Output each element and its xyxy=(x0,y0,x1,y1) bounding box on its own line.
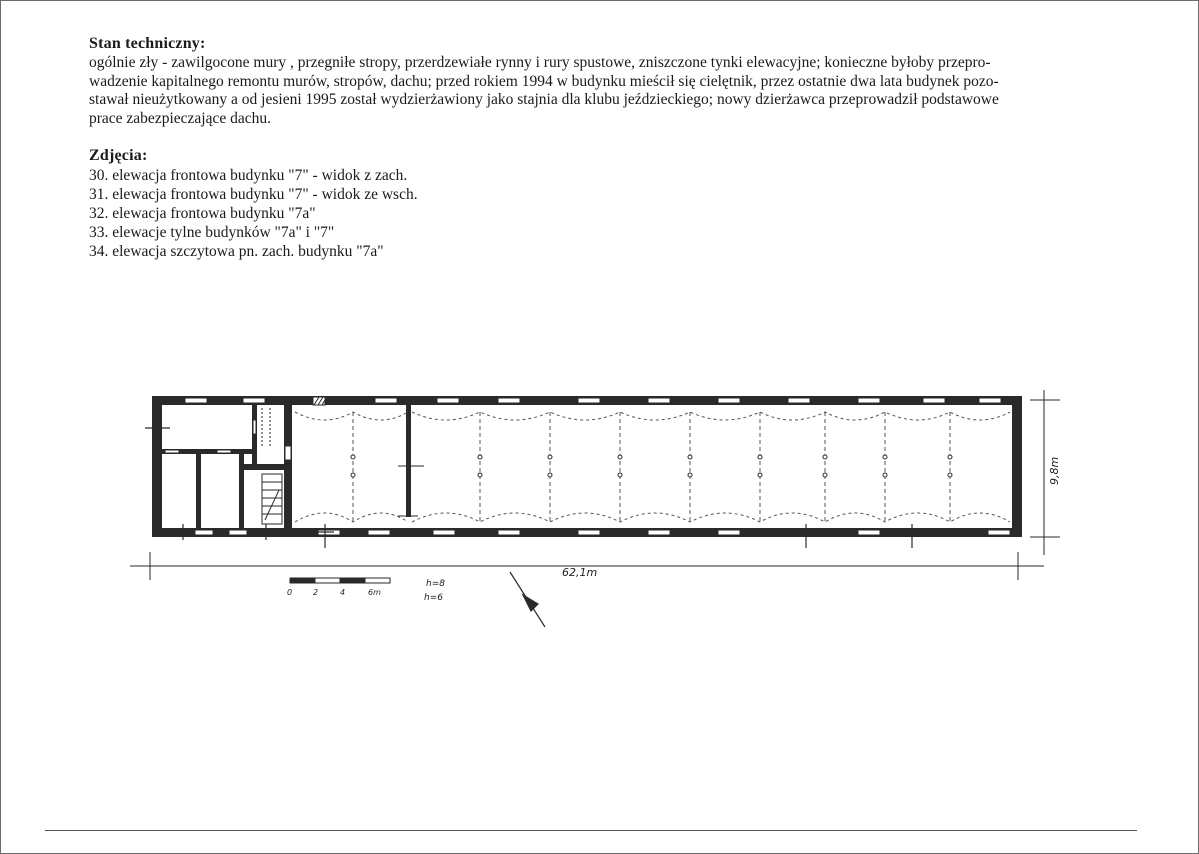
photo-item: 34. elewacja szczytowa pn. zach. budynku "7a" xyxy=(89,243,384,261)
north-arrow-icon xyxy=(510,572,545,627)
scale-tick-2: 2 xyxy=(313,588,319,597)
paragraph-line: ogólnie zły - zawilgocone mury , przegniłe stropy, przerdzewiałe rynny i rury spustowe, zniszczone tynki elewacyjne; konieczne byłoby przepro- xyxy=(89,54,991,71)
paragraph-line: prace zabezpieczające dachu. xyxy=(89,109,271,127)
scale-bar xyxy=(290,578,390,583)
photo-item: 32. elewacja frontowa budynku "7a" xyxy=(89,205,316,223)
scale-tick-6: 6m xyxy=(368,588,381,597)
truss-lines xyxy=(353,412,950,522)
height-label-2: h=6 xyxy=(424,593,443,603)
bottom-rule xyxy=(45,830,1137,831)
paragraph-line: wadzenie kapitalnego remontu murów, stropów, dachu; przed rokiem 1994 w budynku mieścił się cielętnik, przez ostatnie dwa lata budynek pozo- xyxy=(89,72,999,90)
truss-arcs-top xyxy=(295,412,1010,420)
photo-item: 30. elewacja frontowa budynku "7" - widok z zach. xyxy=(89,167,408,185)
scale-tick-4: 4 xyxy=(340,588,346,597)
scale-tick-0: 0 xyxy=(287,588,293,597)
interior-walls xyxy=(162,405,411,529)
photos-heading: Zdjęcia: xyxy=(89,147,148,165)
photo-item: 33. elewacje tylne budynków "7a" i "7" xyxy=(89,224,335,242)
truss-arcs-bottom xyxy=(295,513,1010,522)
width-label: 9,8m xyxy=(1048,456,1061,485)
photo-item: 31. elewacja frontowa budynku "7" - widok ze wsch. xyxy=(89,186,418,204)
height-label-1: h=8 xyxy=(426,579,445,589)
technical-state-heading: Stan techniczny: xyxy=(89,35,206,52)
hatched-block xyxy=(313,397,325,405)
paragraph-line: stawał nieużytkowany a od jesieni 1995 został wydzierżawiony jako stajnia dla klubu jeździeckiego; nowy dzierżawca przeprowadził podstawowe xyxy=(89,91,999,109)
length-label: 62,1m xyxy=(562,566,598,579)
post-markers xyxy=(351,455,952,477)
